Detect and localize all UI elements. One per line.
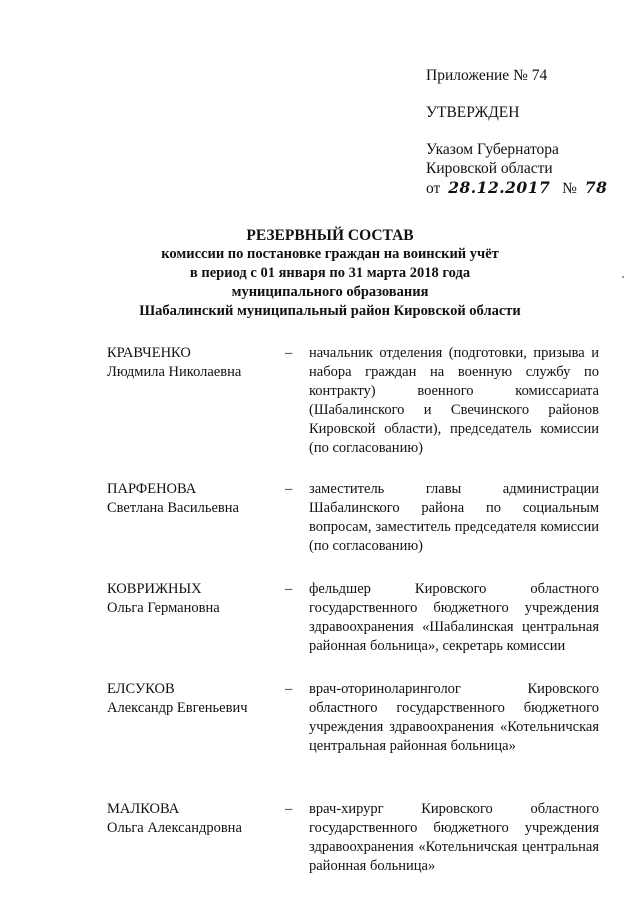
member-name [107,344,285,458]
member-name [107,800,285,876]
member-given-names: Людмила Николаевна [107,364,242,380]
member-list [107,344,599,876]
member-description: врач-хирург Кировского областного государственного бюджетного учреждения здравоохранения «Котельничская центральная районная больница» [309,801,599,874]
member-given-names: Светлана Васильевна [107,500,239,516]
title-main: РЕЗЕРВНЫЙ СОСТАВ [246,227,414,244]
entry-dash: – [285,345,293,361]
member-given-names: Ольга Германовна [107,600,220,616]
member-name [107,580,285,656]
member-entry [107,480,599,556]
title-line-3: в период с 01 января по 31 марта 2018 года [189,265,471,281]
scan-speck [622,276,624,278]
member-entry [107,580,599,656]
handwritten-date: 28.12.2017 [448,178,551,197]
title-line-5: Шабалинский муниципальный район Кировской области [139,303,521,319]
member-surname: ПАРФЕНОВА [107,481,197,497]
title-line-2: комиссии по постановке граждан на воинский учёт [161,246,499,262]
title-line-4: муниципального образования [231,284,429,300]
entry-dash: – [285,581,293,597]
entry-dash: – [285,681,293,697]
member-name [107,680,285,756]
member-description: начальник отделения (подготовки, призыва и набора граждан на военную службу по контракту) военного комиссариата (Шабалинского и Свечинского районов Кировской области), председатель комиссии (по согласованию) [309,345,599,456]
member-surname: МАЛКОВА [107,801,180,817]
member-surname: КРАВЧЕНКО [107,345,191,361]
member-description: врач-оториноларинголог Кировского областного государственного бюджетного учреждения здравоохранения «Котельничская центральная районная больница» [309,681,599,754]
member-surname: КОВРИЖНЫХ [107,581,202,597]
member-entry [107,800,599,876]
member-name [107,480,285,556]
decree-line-1: Указом Губернатора [426,141,559,158]
member-description: фельдшер Кировского областного государственного бюджетного учреждения здравоохранения «Шабалинская центральная районная больница», секретарь комиссии [309,581,599,654]
number-sign: № [562,180,577,197]
entry-dash: – [285,801,293,817]
member-given-names: Ольга Александровна [107,820,242,836]
member-description: заместитель главы администрации Шабалинского района по социальным вопросам, заместитель председателя комиссии (по согласованию) [309,481,599,554]
date-prefix: от [426,180,441,197]
decree-line-2: Кировской области [426,160,553,177]
entry-dash: – [285,481,293,497]
decree-date-line [426,178,616,198]
appendix-number: Приложение № 74 [426,67,548,84]
member-given-names: Александр Евгеньевич [107,700,248,716]
member-entry [107,344,599,458]
approval-stamp [426,66,616,198]
approved-label: УТВЕРЖДЕН [426,104,520,121]
handwritten-number: 78 [584,178,608,197]
member-surname: ЕЛСУКОВ [107,681,175,697]
member-entry [107,680,599,756]
document-title [60,226,600,321]
